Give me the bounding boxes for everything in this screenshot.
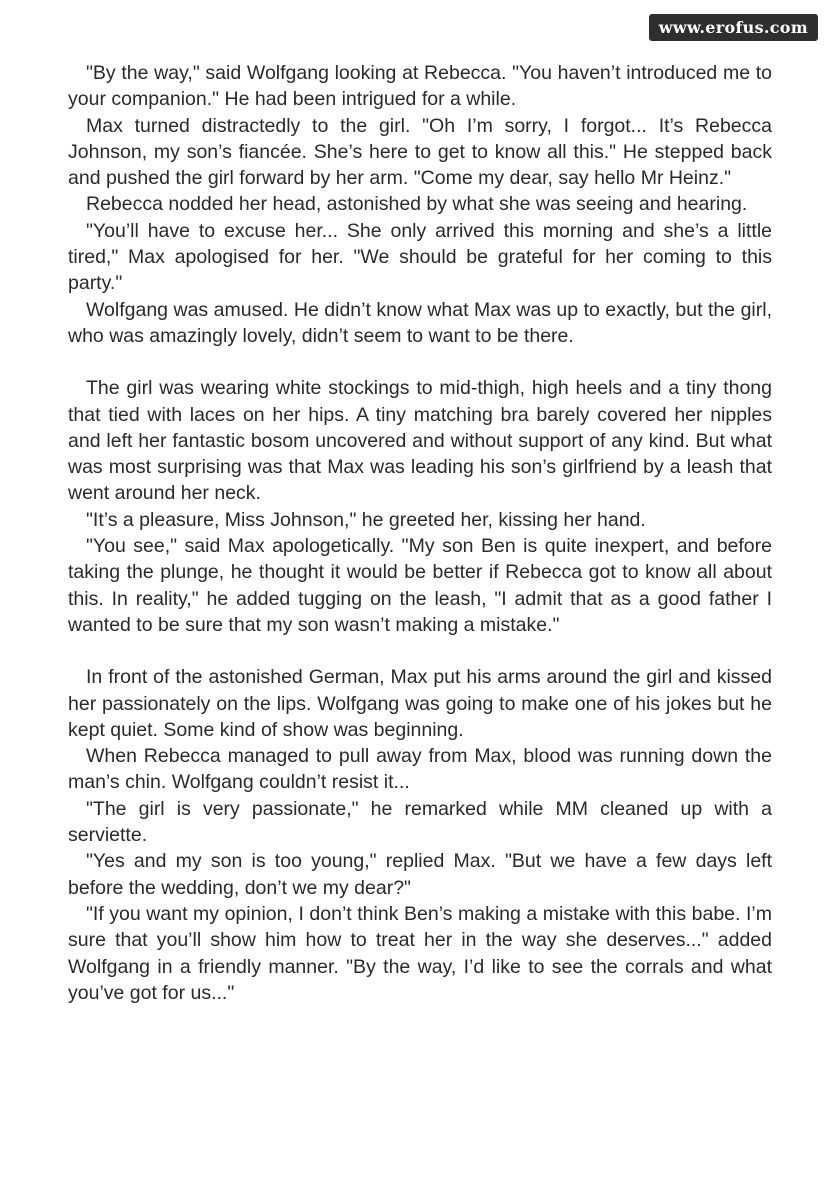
paragraph-5: Wolfgang was amused. He didn’t know what Max was up to exactly, but the girl, who was amazingly lovely, didn’t seem to want to be there.: [68, 298, 772, 347]
paragraph-11: "The girl is very passionate," he remarked while MM cleaned up with a serviette.: [68, 797, 772, 847]
book-page-text: [68, 60, 772, 1006]
paragraph-4: "You’ll have to excuse her... She only arrived this morning and she’s a little tired," Max apologised for her. "We should be grateful for her coming to this party.": [68, 219, 772, 295]
paragraph-9: In front of the astonished German, Max put his arms around the girl and kissed her passionately on the lips. Wolfgang was going to make one of his jokes but he kept quiet. Some kind of show was beginning.: [68, 666, 772, 741]
paragraph-6: The girl was wearing white stockings to mid-thigh, high heels and a tiny thong that tied with laces on her hips. A tiny matching bra barely covered her nipples and left her fantastic bosom uncovered and without support of any kind. But what was most surprising was that Max was leading his son’s girlfriend by a leash that went around her neck.: [68, 377, 772, 505]
paragraph-8: "You see," said Max apologetically. "My son Ben is quite inexpert, and before taking the plunge, he thought it would be better if Rebecca got to know all about this. In reality," he added tugging on the leash, "I admit that as a good father I wanted to be sure that my son wasn’t making a mistake.": [68, 535, 772, 636]
paragraph-10: When Rebecca managed to pull away from Max, blood was running down the man’s chin. Wolfgang couldn’t resist it...: [68, 745, 772, 794]
paragraph-13: "If you want my opinion, I don’t think Ben’s making a mistake with this babe. I’m sure that you’ll show him how to treat her in the way she deserves..." added Wolfgang in a friendly manner. "By the way, I’d like to see the corrals and what you’ve got for us...": [68, 902, 772, 1004]
paragraph-12: "Yes and my son is too young," replied Max. "But we have a few days left before the wedding, don’t we my dear?": [68, 850, 772, 899]
paragraph-7: "It’s a pleasure, Miss Johnson," he greeted her, kissing her hand.: [86, 508, 646, 531]
watermark-logo: www.erofus.com: [649, 14, 818, 41]
paragraph-2: Max turned distractedly to the girl. "Oh I’m sorry, I forgot... It’s Rebecca Johnson, my son’s fiancée. She’s here to get to know all this." He stepped back and pushed the girl forward by her arm. "Come my dear, say hello Mr Heinz.": [68, 114, 772, 190]
paragraph-3: Rebecca nodded her head, astonished by what she was seeing and hearing.: [86, 193, 748, 216]
paragraph-1: "By the way," said Wolfgang looking at Rebecca. "You haven’t introduced me to your companion." He had been intrigued for a while.: [68, 62, 772, 111]
